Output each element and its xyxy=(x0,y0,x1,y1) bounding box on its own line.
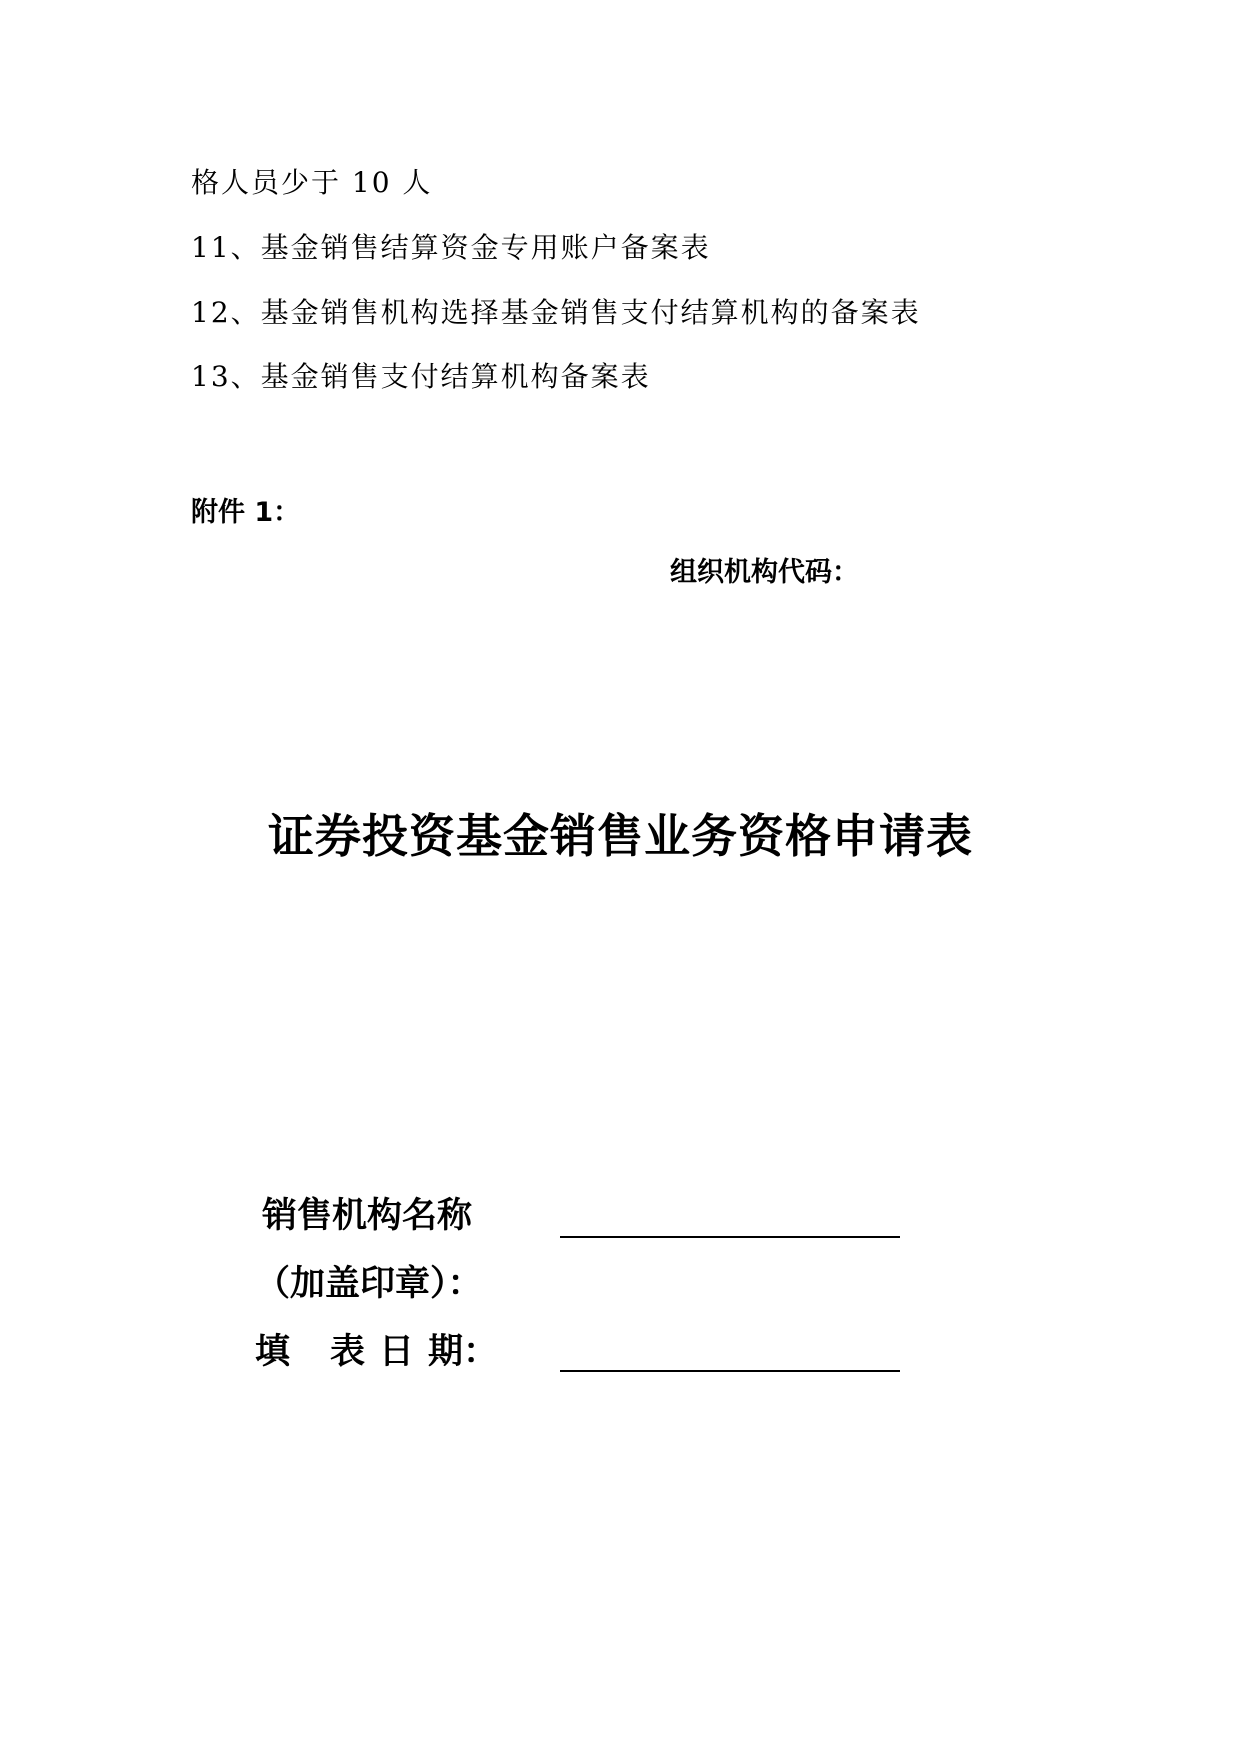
date-label xyxy=(255,1330,498,1374)
date-label-char-3: 日 xyxy=(379,1332,415,1372)
list-item-13: 13、基金销售支付结算机构备案表 xyxy=(191,360,651,393)
list-item-11: 11、基金销售结算资金专用账户备案表 xyxy=(191,231,711,264)
list-line-continuation: 格人员少于 10 人 xyxy=(191,166,433,199)
seal-label: （加盖印章）： xyxy=(255,1264,483,1304)
org-code-label: 组织机构代码： xyxy=(670,557,859,588)
list-item-12: 12、基金销售机构选择基金销售支付结算机构的备案表 xyxy=(191,296,921,329)
fill-date-blank[interactable] xyxy=(560,1370,900,1372)
institution-name-label: 销售机构名称 xyxy=(262,1196,473,1236)
institution-name-blank[interactable] xyxy=(560,1236,900,1238)
attachment-label: 附件 1： xyxy=(191,497,301,528)
page-title: 证券投资基金销售业务资格申请表 xyxy=(268,809,973,863)
date-label-char-4: 期： xyxy=(428,1332,499,1372)
date-label-char-2: 表 xyxy=(330,1332,366,1372)
date-label-char-1: 填 xyxy=(255,1332,291,1372)
